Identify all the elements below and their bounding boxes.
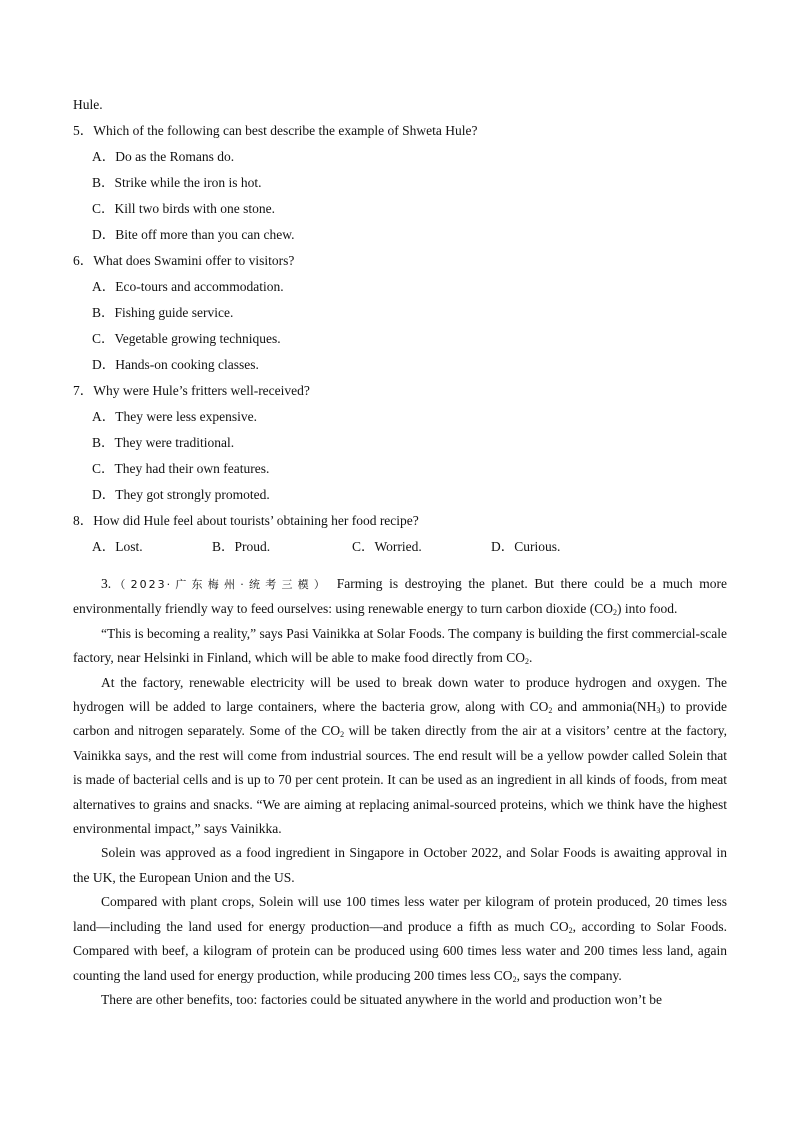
option-d: D．Bite off more than you can chew. — [92, 227, 295, 242]
question-stem: 7．Why were Hule’s fritters well-received? — [73, 383, 310, 398]
question-5 — [73, 118, 727, 248]
question-stem: 5．Which of the following can best describe the example of Shweta Hule? — [73, 123, 478, 138]
option-d: D．They got strongly promoted. — [92, 487, 270, 502]
option-d: D．Curious. — [491, 539, 561, 554]
passage-paragraph-6: There are other benefits, too: factories could be situated anywhere in the world and production won’t be — [101, 991, 662, 1007]
option-a: A．Do as the Romans do. — [92, 149, 235, 164]
passage-paragraph-2: “This is becoming a reality,” says Pasi Vainikka at Solar Foods. The company is building the first commercial-scale factory, near Helsinki in Finland, which will be able to make food directly from $CO_2$. — [73, 625, 727, 667]
document-page — [73, 92, 727, 1012]
option-c: C．Vegetable growing techniques. — [92, 331, 281, 346]
passage-paragraph-4: Solein was approved as a food ingredient in Singapore in October 2022, and Solar Foods is awaiting approval in the UK, the European Union and the US. — [73, 845, 727, 885]
question-stem: 6．What does Swamini offer to visitors? — [73, 253, 295, 268]
option-c: C．Worried. — [352, 539, 422, 554]
option-d: D．Hands-on cooking classes. — [92, 357, 259, 372]
passage-source: （2023·广东梅州·统考三模） — [111, 578, 331, 591]
option-a: A．Eco-tours and accommodation. — [92, 279, 284, 294]
passage-paragraph-5: Compared with plant crops, Solein will use 100 times less water per kilogram of protein produced, 20 times less land—including the land used for energy production—and produce a fifth as much $CO_2$, according to Solar Foods. Compared with beef, a kilogram of protein can be produced using 600 times less water and 200 times less land, again counting the land used for energy production, while producing 200 times less $CO_2$, says the company. — [73, 894, 727, 984]
option-a: A．They were less expensive. — [92, 409, 257, 424]
question-7 — [73, 378, 727, 508]
option-b: B．Fishing guide service. — [92, 305, 234, 320]
passage-paragraph-3: At the factory, renewable electricity will be used to break down water to produce hydrogen and oxygen. The hydrogen will be added to large containers, where the bacteria grow, along with $CO_2$ and $ammonia(NH_3)$ to provide carbon and nitrogen separately. Some of the $CO_2$ will be taken directly from the air at a visitors’ centre at the factory, Vainikka says, and the rest will come from industrial sources. The end result will be a yellow powder called Solein that is made of bacterial cells and is up to 70 per cent protein. It can be used as an ingredient in all kinds of foods, from meat alternatives to grains and snacks. “We are aiming at replacing animal-sourced proteins, which we think have the highest environmental impact,” says Vainikka. — [73, 674, 727, 837]
option-b: B．Proud. — [212, 539, 271, 554]
question-8 — [73, 508, 727, 560]
question-6 — [73, 248, 727, 378]
option-c: C．Kill two birds with one stone. — [92, 201, 275, 216]
options-row — [73, 534, 727, 560]
reading-passage-3 — [73, 572, 727, 1012]
question-stem: 8．How did Hule feel about tourists’ obtaining her food recipe? — [73, 513, 419, 528]
option-b: B．Strike while the iron is hot. — [92, 175, 262, 190]
passage-paragraph-1: 3.（2023·广东梅州·统考三模） Farming is destroying the planet. But there could be a much more environmentally friendly way to feed ourselves: using renewable energy to turn carbon dioxide $(CO_2)$ into food. — [73, 576, 727, 618]
previous-passage-fragment: Hule. — [73, 97, 103, 112]
option-a: A．Lost. — [92, 539, 143, 554]
option-c: C．They had their own features. — [92, 461, 270, 476]
passage-number: 3. — [101, 576, 112, 591]
option-b: B．They were traditional. — [92, 435, 235, 450]
